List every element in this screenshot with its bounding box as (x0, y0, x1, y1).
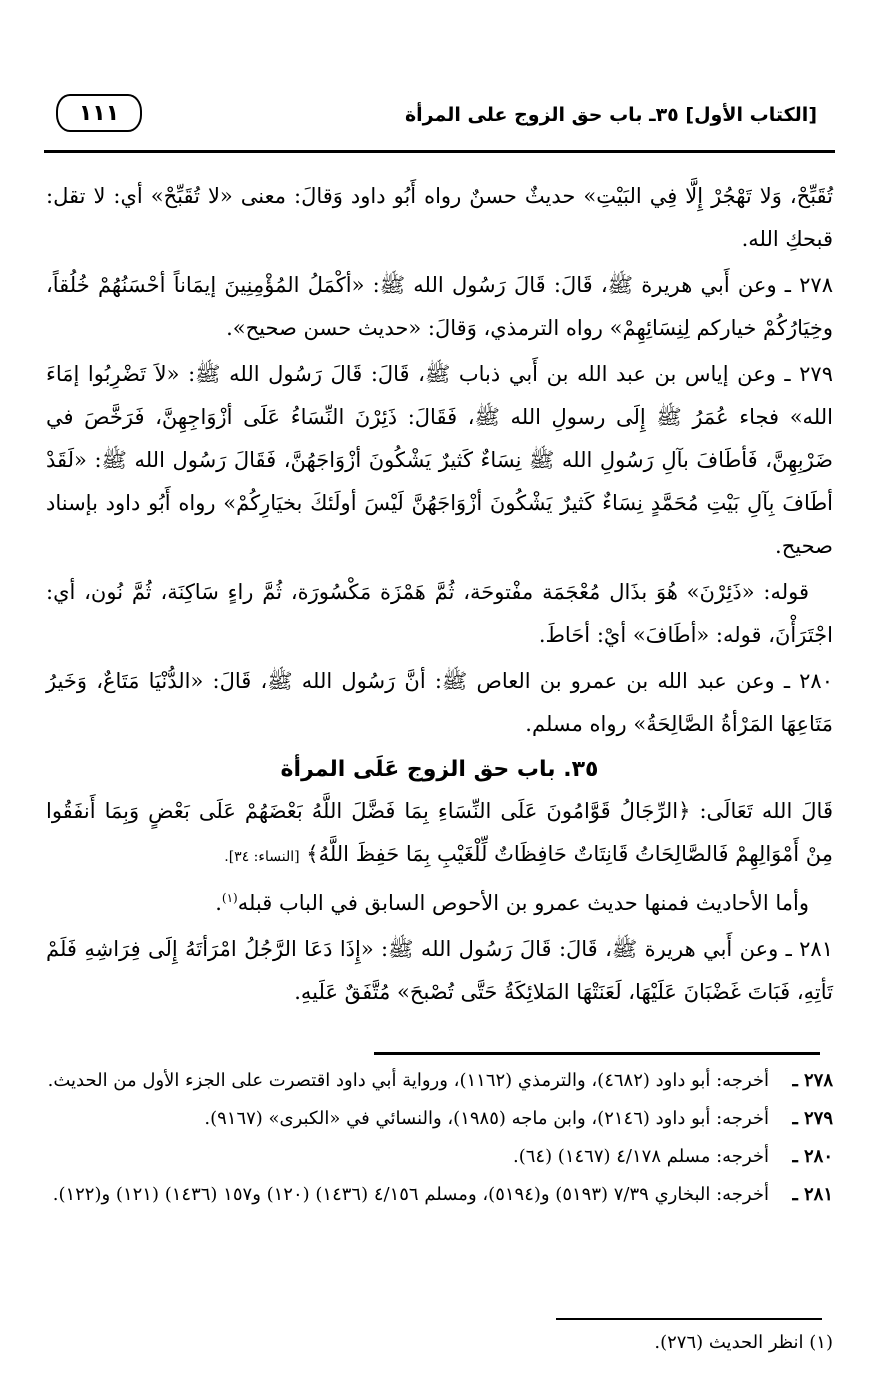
paragraph-continuation: تُقَبِّحْ، وَلا تَهْجُرْ إِلَّا فِي البَيْتِ» حديثٌ حسنٌ رواه أَبُو داود وَقالَ: معنى «لا تُقَبِّحْ» أي: لا تقل: قبحكِ الله. (46, 184, 833, 251)
footnote-number: ٢٧٩ ـ (792, 1108, 833, 1129)
running-header (44, 92, 835, 132)
hadith-reference-end: . (215, 891, 222, 915)
footnotes (46, 1064, 833, 1216)
footnote-number: ٢٨٠ ـ (792, 1146, 833, 1167)
footnote-279 (46, 1102, 833, 1136)
footnote-marker: (١) (221, 891, 238, 905)
footnote-number: ٢٨١ ـ (792, 1184, 833, 1205)
hadith-280: ٢٨٠ ـ وعن عبد الله بن عمرو بن العاص ﷺ: أنَّ رَسُول الله ﷺ، قَالَ: «الدُّنْيَا مَتَاعٌ، وَخَيرُ مَتَاعِهَا المَرْأةُ الصَّالِحَةُ» رواه مسلم. (46, 669, 833, 736)
footnote-divider (374, 1052, 820, 1055)
page-number: ١١١ (78, 100, 120, 126)
footnote-280 (46, 1140, 833, 1174)
hadith-reference-text: وأما الأحاديث فمنها حديث عمرو بن الأحوص السابق في الباب قبله (237, 891, 809, 915)
note-divider (556, 1318, 822, 1320)
header-title: [الكتاب الأول] ٣٥ـ باب حق الزوج على المرأة (404, 104, 817, 126)
footnote-text: أخرجه: أبو داود (٤٦٨٢)، والترمذي (١١٦٢)، ورواية أبي داود اقتصرت على الجزء الأول من الحديث. (47, 1070, 769, 1091)
footnote-text: أخرجه: مسلم ٤/١٧٨ (١٤٦٧) (٦٤). (512, 1146, 769, 1167)
hadith-281: ٢٨١ ـ وعن أَبي هريرة ﷺ، قَالَ: قَالَ رَسُول الله ﷺ: «إِذَا دَعَا الرَّجُلُ امْرَأتَهُ إِلَى فِرَاشِهِ فَلَمْ تَأتِهِ، فَبَاتَ غَضْبَانَ عَلَيْهَا، لَعَنَتْهَا المَلائِكَةُ حَتَّى تُصْبحَ» مُتَّفَقٌ عَلَيهِ. (46, 937, 833, 1004)
footnote-281 (46, 1178, 833, 1212)
hadith-reference-paragraph (46, 882, 833, 925)
hadith-279: ٢٧٩ ـ وعن إياس بن عبد الله بن أَبي ذباب ﷺ، قَالَ: قَالَ رَسُول الله ﷺ: «لاَ تَضْرِبُوا إمَاءَ الله» فجاء عُمَرُ ﷺ إِلَى رسولِ الله ﷺ، فَقَالَ: ذَئِرْنَ النِّسَاءُ عَلَى أزْوَاجِهِنَّ، فَرَخَّصَ في ضَرْبِهِنَّ، فَأطَافَ بآلِ رَسُولِ الله ﷺ نِسَاءٌ كَثيرٌ يَشْكُونَ أزْوَاجَهُنَّ، فَقَالَ رَسُول الله ﷺ: «لَقَدْ أطَافَ بِآلِ بَيْتِ مُحَمَّدٍ نِسَاءٌ كَثيرٌ يَشْكُونَ أزْوَاجَهُنَّ لَيْسَ أولَئكَ بخيَارِكُمْ» رواه أَبُو داود بإسناد صحيح. (46, 362, 833, 558)
chapter-title: ٣٥. باب حق الزوج عَلَى المرأة (280, 757, 599, 782)
header-divider (44, 150, 835, 153)
quran-verse-text: قَالَ الله تَعَالَى: ﴿الرِّجَالُ قَوَّامُونَ عَلَى النِّسَاءِ بِمَا فَضَّلَ اللَّهُ بَعْضَهُمْ عَلَى بَعْضٍ وَبِمَا أَنفَقُوا مِنْ أَمْوَالِهِمْ فَالصَّالِحَاتُ قَانِتَاتٌ حَافِظَاتٌ لِّلْغَيْبِ بِمَا حَفِظَ اللَّهُ﴾ (46, 799, 833, 866)
hadith-279-commentary: قوله: «ذَئِرْنَ» هُوَ بذَال مُعْجَمَة مفْتوحَة، ثُمَّ هَمْزَة مَكْسُورَة، ثُمَّ راءٍ سَاكِنَة، ثُمَّ نُون، أي: اجْتَرَأْنَ، قوله: «أطَافَ» أيْ: أحَاطَ. (46, 580, 833, 647)
hadith-278: ٢٧٨ ـ وعن أَبي هريرة ﷺ، قَالَ: قَالَ رَسُول الله ﷺ: «أكْمَلُ المُؤْمِنِينَ إيمَاناً أحْسَنُهُمْ خُلُقاً، وخِيَارُكُمْ خياركم لِنِسَائِهِمْ» رواه الترمذي، وَقالَ: «حديث حسن صحيح». (46, 273, 833, 340)
quran-reference: [النساء: ٣٤]. (224, 849, 300, 865)
page-number-badge (56, 94, 142, 132)
footnote-278 (46, 1064, 833, 1098)
footnote-text: أخرجه: البخاري ٧/٣٩ (٥١٩٣) و(٥١٩٤)، ومسلم ٤/١٥٦ (١٤٣٦) (١٢٠) و١٥٧ (١٤٣٦) (١٢١) و(١٢٢). (52, 1184, 769, 1205)
editor-note: (١) انظر الحديث (٢٧٦). (654, 1332, 833, 1353)
main-text (46, 175, 833, 1017)
footnote-text: أخرجه: أبو داود (٢١٤٦)، وابن ماجه (١٩٨٥)، والنسائي في «الكبرى» (٩١٦٧). (204, 1108, 769, 1129)
footnote-number: ٢٧٨ ـ (792, 1070, 833, 1091)
quran-verse (46, 790, 833, 879)
